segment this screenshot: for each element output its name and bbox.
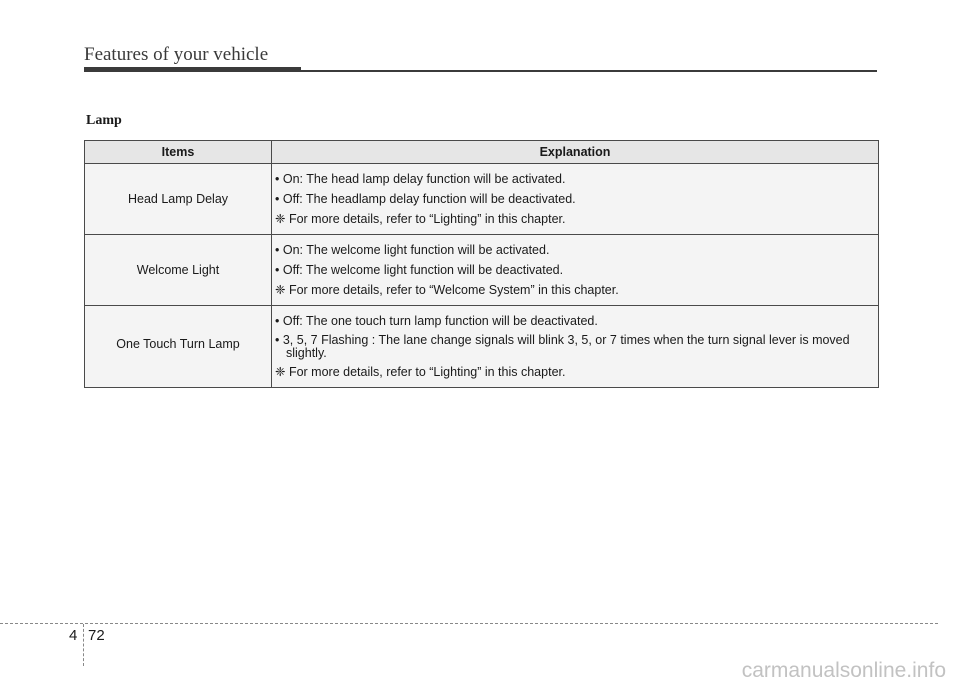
table-row (85, 164, 879, 235)
explanation-line: • 3, 5, 7 Flashing : The lane change signals will blink 3, 5, or 7 times when the turn signal lever is moved slightly. (275, 333, 850, 360)
row-item-welcome-light: Welcome Light (85, 235, 272, 306)
explanation-line: • On: The head lamp delay function will be activated. (275, 172, 566, 186)
page-header-title: Features of your vehicle (84, 44, 269, 65)
explanation-note: ❈ For more details, refer to “Lighting” in this chapter. (275, 212, 566, 226)
explanation-line: • Off: The welcome light function will be deactivated. (275, 263, 564, 277)
header-rule-thick (84, 67, 301, 72)
footer-rule (0, 623, 938, 624)
footer-divider (83, 624, 84, 666)
column-header-items: Items (85, 141, 272, 164)
explanation-note: ❈ For more details, refer to “Welcome System” in this chapter. (275, 283, 619, 297)
explanation-line: • On: The welcome light function will be activated. (275, 243, 550, 257)
page-number: 72 (88, 627, 105, 644)
row-item-one-touch-turn-lamp: One Touch Turn Lamp (85, 306, 272, 388)
row-explanation (272, 235, 879, 306)
row-explanation (272, 164, 879, 235)
lamp-settings-table (84, 140, 879, 388)
column-header-explanation: Explanation (272, 141, 879, 164)
chapter-number: 4 (69, 627, 78, 644)
table-row (85, 235, 879, 306)
watermark: carmanualsonline.info (741, 659, 946, 682)
table-row (85, 306, 879, 388)
header-rule-thin (301, 70, 877, 72)
row-explanation (272, 306, 879, 388)
table-header-row (85, 141, 879, 164)
explanation-note: ❈ For more details, refer to “Lighting” in this chapter. (275, 365, 566, 379)
explanation-line: • Off: The headlamp delay function will be deactivated. (275, 192, 576, 206)
row-item-head-lamp-delay: Head Lamp Delay (85, 164, 272, 235)
explanation-line: • Off: The one touch turn lamp function will be deactivated. (275, 314, 598, 328)
section-title: Lamp (86, 113, 122, 128)
